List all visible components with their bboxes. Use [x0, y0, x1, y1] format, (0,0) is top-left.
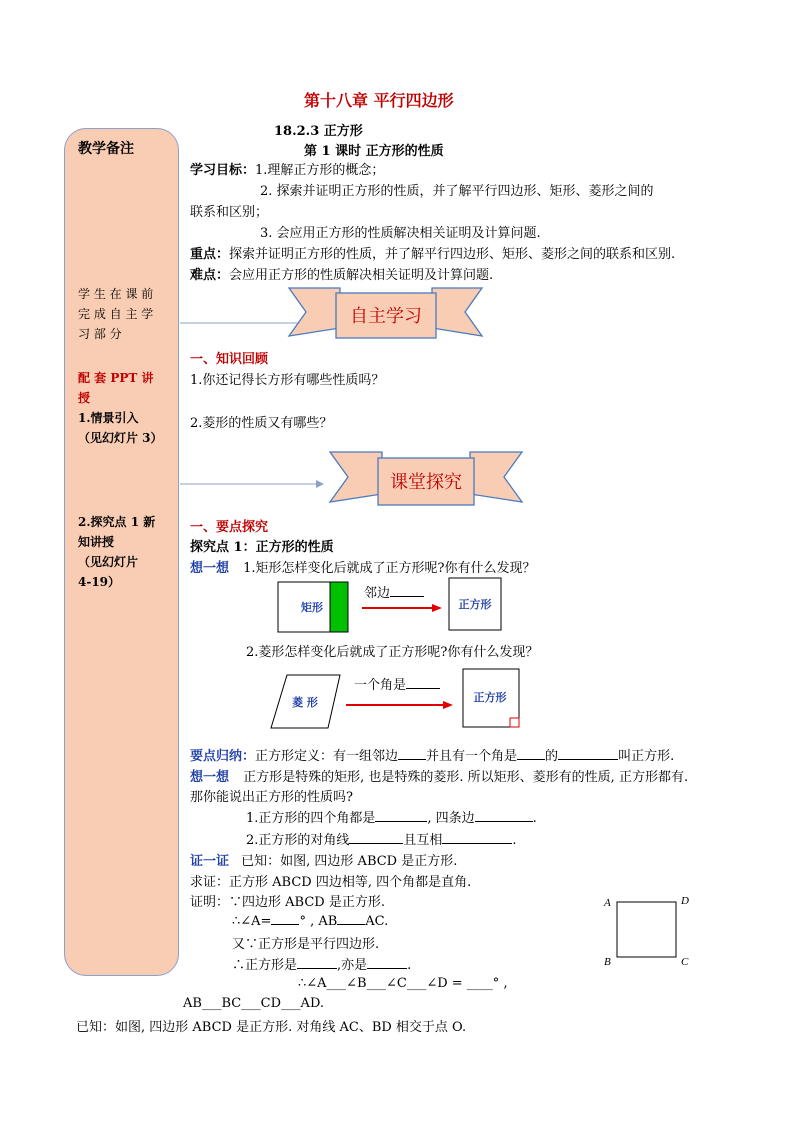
sidebar-note-ppt: 配 套 PPT 讲 授 1.情景引入 （见幻灯片 3） — [78, 371, 163, 445]
fig2-arrow-label: 一个角是 — [354, 674, 440, 693]
lesson-title: 第 1 课时 正方形的性质 — [304, 144, 444, 159]
explore-question-2: 2.菱形怎样变化后就成了正方形呢?你有什么发现？ — [246, 645, 539, 660]
figure-square-abcd — [603, 895, 689, 968]
footer-given: 已知：如图, 四边形 ABCD 是正方形. 对角线 AC、BD 相交于点 O. — [76, 1020, 467, 1035]
point-c-label: C — [681, 956, 689, 968]
point-a-label: A — [604, 897, 611, 909]
arrow-head-2 — [316, 480, 324, 488]
page-title: 第十八章 平行四边形 — [304, 91, 454, 110]
think-2-line-2: 那你能说出正方形的性质吗? — [190, 790, 353, 805]
fig1-arrow-label: 邻边 — [364, 582, 424, 601]
proof-to-prove: 求证：正方形 ABCD 四边相等, 四个角都是直角. — [190, 875, 472, 890]
sidebar-note-explore: 2.探究点 1 新 知讲授 （见幻灯片 4-19） — [78, 515, 156, 589]
fig1-square-label: 正方形 — [458, 598, 492, 611]
learning-goals: 学习目标：1.理解正方形的概念； 2. 探索并证明正方形的性质，并了解平行四边形、矩形、菱形之间的 联系和区别； 3. 会应用正方形的性质解决相关证明及计算问题. 重点：探索并证明正方形的性质，并了解平行四边形、矩形、菱形之间的联系和区别. 难点：会应用正方形的性质解决相关证明及计算问题. — [190, 163, 676, 283]
fig2-rhombus-label: 菱 形 — [292, 696, 318, 709]
proof-line-3: 又∵正方形是平行四边形. — [232, 937, 380, 952]
key-summary: 要点归纳：正方形定义：有一组邻边 并且有一个角是 的 叫正方形. — [190, 749, 675, 764]
sidebar-title: 教学备注 — [78, 141, 134, 157]
section-number: 18.2.3 正方形 — [274, 124, 363, 139]
property-1: 1.正方形的四个角都是 , 四条边 . — [246, 811, 537, 826]
fig1-rect-label: 矩形 — [301, 601, 323, 614]
proof-line-2: ∴∠A= ° , AB AC. — [232, 914, 389, 929]
banner-self-study — [289, 288, 482, 338]
banner-self-study-label: 自主学习 — [350, 306, 422, 327]
proof-line-4: ∴正方形是 ,亦是 . — [232, 958, 412, 973]
explore-question-1: 想一想 1.矩形怎样变化后就成了正方形呢?你有什么发现？ — [190, 561, 536, 576]
proof-given: 证一证 已知：如图, 四边形 ABCD 是正方形. — [190, 854, 458, 869]
review-question-1: 1.你还记得长方形有哪些性质吗？ — [190, 373, 385, 388]
banner-class-explore — [330, 452, 522, 505]
green-strip — [330, 582, 348, 632]
explore-point: 探究点 1：正方形的性质 — [190, 540, 334, 555]
proof-line-5: ∴∠A___∠B___∠C___∠D = ____° , — [298, 976, 508, 991]
explore-heading: 一、要点探究 — [190, 520, 269, 535]
point-d-label: D — [681, 895, 689, 907]
point-b-label: B — [604, 956, 611, 968]
review-question-2: 2.菱形的性质又有哪些？ — [190, 416, 333, 431]
banner-class-explore-label: 课堂探究 — [390, 472, 462, 493]
proof-line-1: 证明：∵四边形 ABCD 是正方形. — [190, 895, 385, 910]
fig2-square-label: 正方形 — [473, 691, 507, 704]
proof-line-6: AB___BC___CD___AD. — [183, 996, 325, 1011]
property-2: 2.正方形的对角线 且互相 . — [246, 833, 517, 848]
sidebar-note-self-study: 学 生 在 课 前 完 成 自 主 学 习 部 分 — [78, 287, 154, 341]
think-2: 想一想 正方形是特殊的矩形, 也是特殊的菱形. 所以矩形、菱形有的性质, 正方形都有. — [190, 770, 689, 785]
review-heading: 一、知识回顾 — [190, 352, 269, 367]
